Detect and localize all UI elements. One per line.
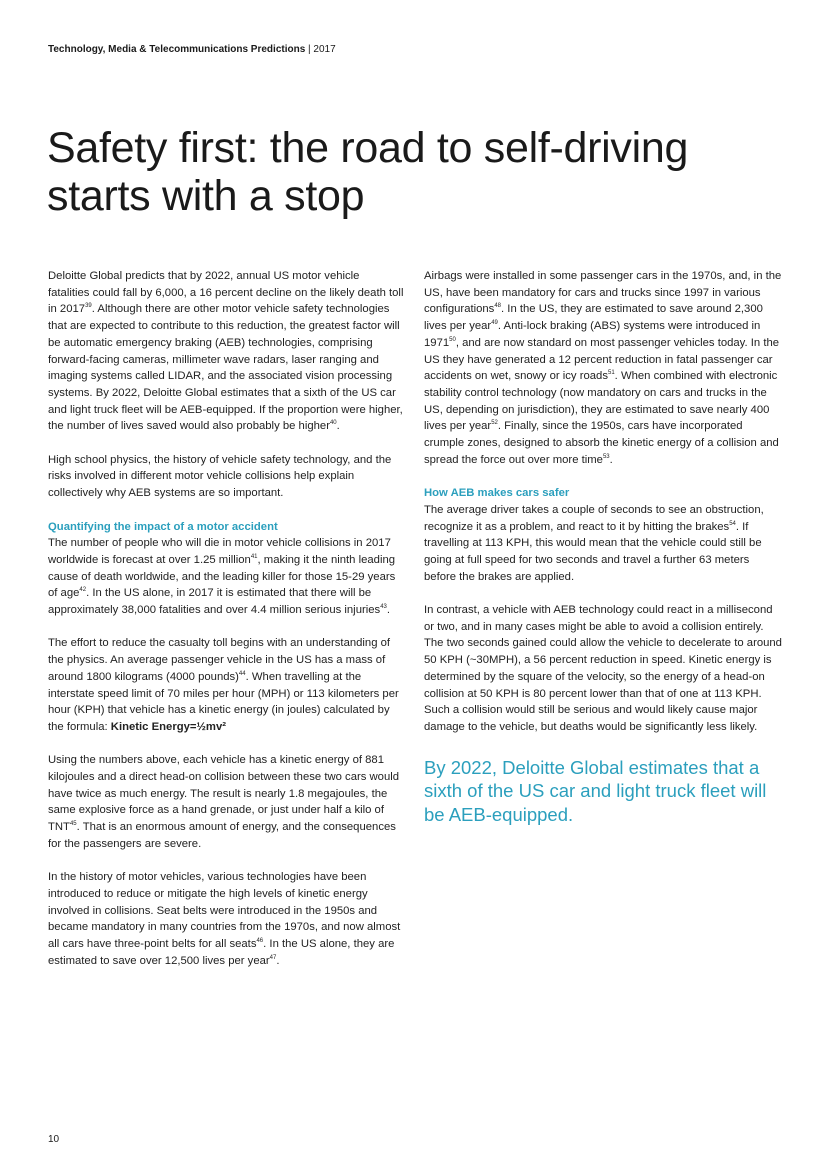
text: , making it the ninth leading cause of death worldwide, and the leading killer for those 15-29 years of age	[48, 553, 396, 600]
text: .	[386, 604, 391, 617]
left-column	[48, 268, 404, 986]
header-separator: |	[305, 44, 314, 55]
paragraph-airbags	[424, 268, 784, 468]
text: . In the US alone, in 2017 it is estimated that there will be approximately 38,000 fatalities and over 4.4 million serious injuries	[48, 587, 381, 617]
footnote-ref: 52	[491, 420, 498, 427]
footnote-ref: 40	[329, 420, 337, 427]
paragraph-kinetic-energy	[48, 635, 404, 735]
paragraph-aeb-contrast: In contrast, a vehicle with AEB technology could react in a millisecond or two, and in many cases might be able to avoid a collision entirely. The two seconds gained could allow the vehicle to decelerate to around 50 KPH (~30MPH), a 56 percent reduction in speed. Kinetic energy is determined by the square of the velocity, so the energy of a head-on collision at 50 KPH is 80 percent lower than that of one at 113 KPH. Such a collision would still be serious and would likely cause major damage to the vehicle, but deaths would be significantly less likely.	[424, 604, 782, 733]
text: In the history of motor vehicles, various technologies have been introduced to reduce or mitigate the high levels of kinetic energy involved in collisions. Seat belts were introduced in the 1950s and became mandatory in many countries from the 1970s, and now almost all cars have three-point belts for all seats	[48, 871, 401, 951]
text: Deloitte Global predicts that by 2022, annual US motor vehicle fatalities could fall by 6,000, a 16 percent decline on the likely death toll in 2017	[48, 270, 404, 316]
section-heading-aeb: How AEB makes cars safer	[424, 487, 570, 500]
kinetic-energy-formula: Kinetic Energy=½mv²	[110, 720, 227, 733]
paragraph-intro	[48, 268, 404, 435]
text: . Although there are other motor vehicle safety technologies that are expected to contribute to this reduction, the greatest factor will be automatic emergency braking (AEB) technologies, comprising forward-facing cameras, millimeter wave radars, laser ranging and imaging systems called LIDAR, and the associated vision processing systems. By 2022, Deloitte Global estimates that a sixth of the US car and light truck fleet will be AEB-equipped. If the proportion were higher, the number of lives saved would also probably be higher	[48, 303, 403, 433]
paragraph-tnt	[48, 752, 404, 852]
text: The average driver takes a couple of seconds to see an obstruction, recognize it as a problem, and react to it by hitting the brakes	[424, 503, 764, 533]
footnote-ref: 47	[269, 954, 277, 961]
footnote-ref: 45	[69, 821, 77, 828]
footnote-ref: 42	[79, 587, 87, 594]
text: Airbags were installed in some passenger cars in the 1970s, and, in the US, have been mandatory for cars and trucks since 1997 in various configurations	[424, 270, 782, 316]
footnote-ref: 39	[85, 303, 92, 310]
paragraph-fatalities	[48, 535, 404, 619]
paragraph-reaction-time	[424, 502, 784, 586]
footnote-ref: 46	[256, 938, 264, 945]
footnote-ref: 50	[449, 337, 456, 344]
title-line-2: starts with a stop	[47, 172, 365, 220]
footnote-ref: 48	[494, 303, 502, 310]
text: . When combined with electronic stability control technology (now mandatory on cars and trucks in the US, depending on jurisdiction), they are estimated to save nearly 400 lives per year	[424, 370, 778, 433]
paragraph-physics: High school physics, the history of vehicle safety technology, and the risks involved in different motor vehicle collisions help explain collectively why AEB systems are so important.	[48, 453, 392, 500]
text: The effort to reduce the casualty toll begins with an understanding of the physics. An average passenger vehicle in the US has a mass of around 1800 kilograms (4000 pounds)	[48, 637, 391, 683]
text: .	[336, 420, 340, 433]
text: . In the US, they are estimated to save around 2,300 lives per year	[424, 303, 763, 333]
text: Using the numbers above, each vehicle has a kinetic energy of 881 kilojoules and a direct head-on collision between these two cars would have twice as much energy. The result is nearly 1.8 megajoules, the same explosive force as a hand grenade, or just under half a kilo of TNT	[48, 754, 400, 834]
text: . Anti-lock braking (ABS) systems were introduced in 1971	[424, 320, 761, 349]
page-title	[47, 124, 767, 220]
pull-quote: By 2022, Deloitte Global estimates that a sixth of the US car and light truck fleet will be AEB-equipped.	[424, 756, 767, 825]
footnote-ref: 41	[250, 554, 258, 561]
text: . If travelling at 113 KPH, this would mean that the vehicle could still be going at full speed for two seconds and travel a further 63 meters before the brakes are applied.	[424, 520, 762, 583]
footnote-ref: 43	[380, 604, 387, 611]
paragraph-seat-belts	[48, 869, 404, 969]
footnote-ref: 53	[602, 453, 610, 460]
footnote-ref: 44	[238, 671, 246, 678]
text: , and are now standard on most passenger vehicles today. In the US they have generated a 12 percent reduction in fatal passenger car accidents on wet, snowy or icy roads	[424, 336, 780, 383]
publication-name: Technology, Media & Telecommunications Predictions	[48, 44, 306, 55]
text: . That is an enormous amount of energy, and the consequences for the passengers are severe.	[48, 821, 396, 850]
text: .	[609, 453, 613, 466]
text: The number of people who will die in motor vehicle collisions in 2017 worldwide is forecast at over 1.25 million	[48, 537, 391, 566]
running-header	[48, 44, 336, 55]
footnote-ref: 54	[729, 520, 736, 527]
publication-year: 2017	[313, 44, 336, 55]
text: . When travelling at the interstate speed limit of 70 miles per hour (MPH) or 113 kilometers per hour (KPH) that vehicle has a kinetic energy (in joules) calculated by the formula:	[48, 670, 399, 733]
page-number: 10	[48, 1134, 60, 1145]
text: . Finally, since the 1950s, cars have incorporated crumple zones, designed to absorb the kinetic energy of a collision and spread the force out over more time	[424, 420, 779, 466]
footnote-ref: 49	[491, 320, 498, 327]
text: . In the US alone, they are estimated to save over 12,500 lives per year	[48, 938, 395, 967]
title-line-1: Safety first: the road to self-driving	[47, 124, 689, 172]
footnote-ref: 51	[607, 370, 615, 377]
section-heading-impact: Quantifying the impact of a motor accident	[48, 520, 278, 533]
right-column	[424, 268, 784, 826]
text: .	[276, 954, 280, 967]
